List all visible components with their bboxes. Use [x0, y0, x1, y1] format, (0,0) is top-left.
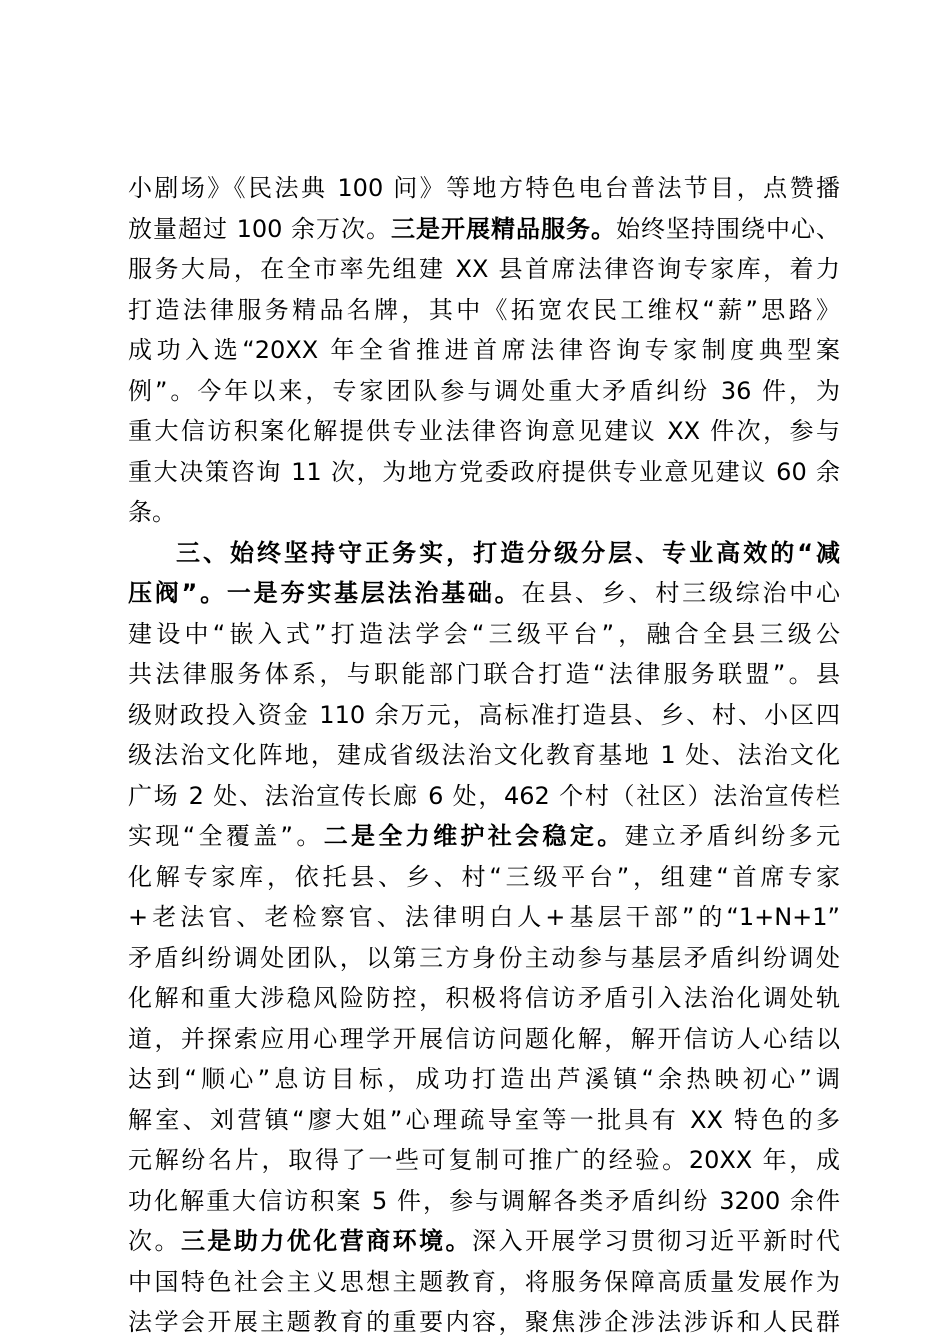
text-line: 级法治文化阵地，建成省级法治文化教育基地 1 处、法治文化: [128, 741, 840, 769]
text-line: 重大决策咨询 11 次，为地方党委政府提供专业意见建议 60 余: [128, 457, 840, 486]
text-line: 元解纷名片，取得了一些可复制可推广的经验。20XX 年，成: [128, 1146, 840, 1174]
text-line: 实现“全覆盖”。二是全力维护社会稳定。建立矛盾纠纷多元: [128, 822, 841, 850]
bold-heading: 三是开展精品服务。: [391, 214, 617, 243]
text-line: 化解专家库，依托县、乡、村“三级平台”，组建“首席专家: [128, 862, 840, 891]
text-line: 例”。今年以来，专家团队参与调处重大矛盾纠纷 36 件，为: [128, 376, 840, 405]
text-line: 压阀”。一是夯实基层法治基础。在县、乡、村三级综治中心: [128, 579, 840, 607]
text-line: 建设中“嵌入式”打造法学会“三级平台”，融合全县三级公: [128, 619, 840, 648]
body-text: [128, 168, 840, 1343]
text-line: 条。: [128, 498, 176, 526]
text-line: 广场 2 处、法治宣传长廊 6 处，462 个村（社区）法治宣传栏: [128, 781, 840, 810]
text-line: 小剧场》《民法典 100 问》等地方特色电台普法节目，点赞播: [128, 174, 840, 202]
text-line: 放量超过 100 余万次。三是开展精品服务。始终坚持围绕中心、: [128, 214, 841, 243]
text-line: 级财政投入资金 110 余万元，高标准打造县、乡、村、小区四: [128, 700, 840, 729]
text-line: +老法官、老检察官、法律明白人+基层干部”的“1+N+1”: [128, 903, 840, 931]
section-heading: 三、始终坚持守正务实，打造分级分层、专业高效的“减: [176, 538, 840, 567]
text-line: 矛盾纠纷调处团队，以第三方身份主动参与基层矛盾纠纷调处: [128, 943, 840, 972]
text-line: 解室、刘营镇“廖大姐”心理疏导室等一批具有 XX 特色的多: [128, 1105, 840, 1134]
text-line: 化解和重大涉稳风险防控，积极将信访矛盾引入法治化调处轨: [128, 984, 840, 1012]
text-line: 次。三是助力优化营商环境。深入开展学习贯彻习近平新时代: [128, 1227, 841, 1255]
text-line: 中国特色社会主义思想主题教育，将服务保障高质量发展作为: [128, 1267, 840, 1296]
text-line: 功化解重大信访积案 5 件，参与调解各类矛盾纠纷 3200 余件: [128, 1186, 840, 1215]
text-line: 共法律服务体系，与职能部门联合打造“法律服务联盟”。县: [128, 660, 840, 688]
bold-heading: 压阀”。一是夯实基层法治基础。: [128, 579, 522, 607]
text-line: 达到“顺心”息访目标，成功打造出芦溪镇“余热映初心”调: [128, 1065, 840, 1093]
text-line: 重大信访积案化解提供专业法律咨询意见建议 XX 件次，参与: [128, 417, 840, 445]
bold-heading: 三是助力优化营商环境。: [180, 1227, 473, 1255]
text-line: 法学会开展主题教育的重要内容，聚焦涉企涉法涉诉和人民群: [128, 1308, 840, 1336]
text-line: 成功入选“20XX 年全省推进首席法律咨询专家制度典型案: [128, 336, 840, 364]
text-line: 道，并探索应用心理学开展信访问题化解，解开信访人心结以: [128, 1024, 840, 1053]
bold-heading: 二是全力维护社会稳定。: [323, 822, 625, 850]
text-line: 打造法律服务精品名牌，其中《拓宽农民工维权“薪”思路》: [128, 295, 840, 324]
text-line: 服务大局，在全市率先组建 XX 县首席法律咨询专家库，着力: [128, 255, 840, 283]
